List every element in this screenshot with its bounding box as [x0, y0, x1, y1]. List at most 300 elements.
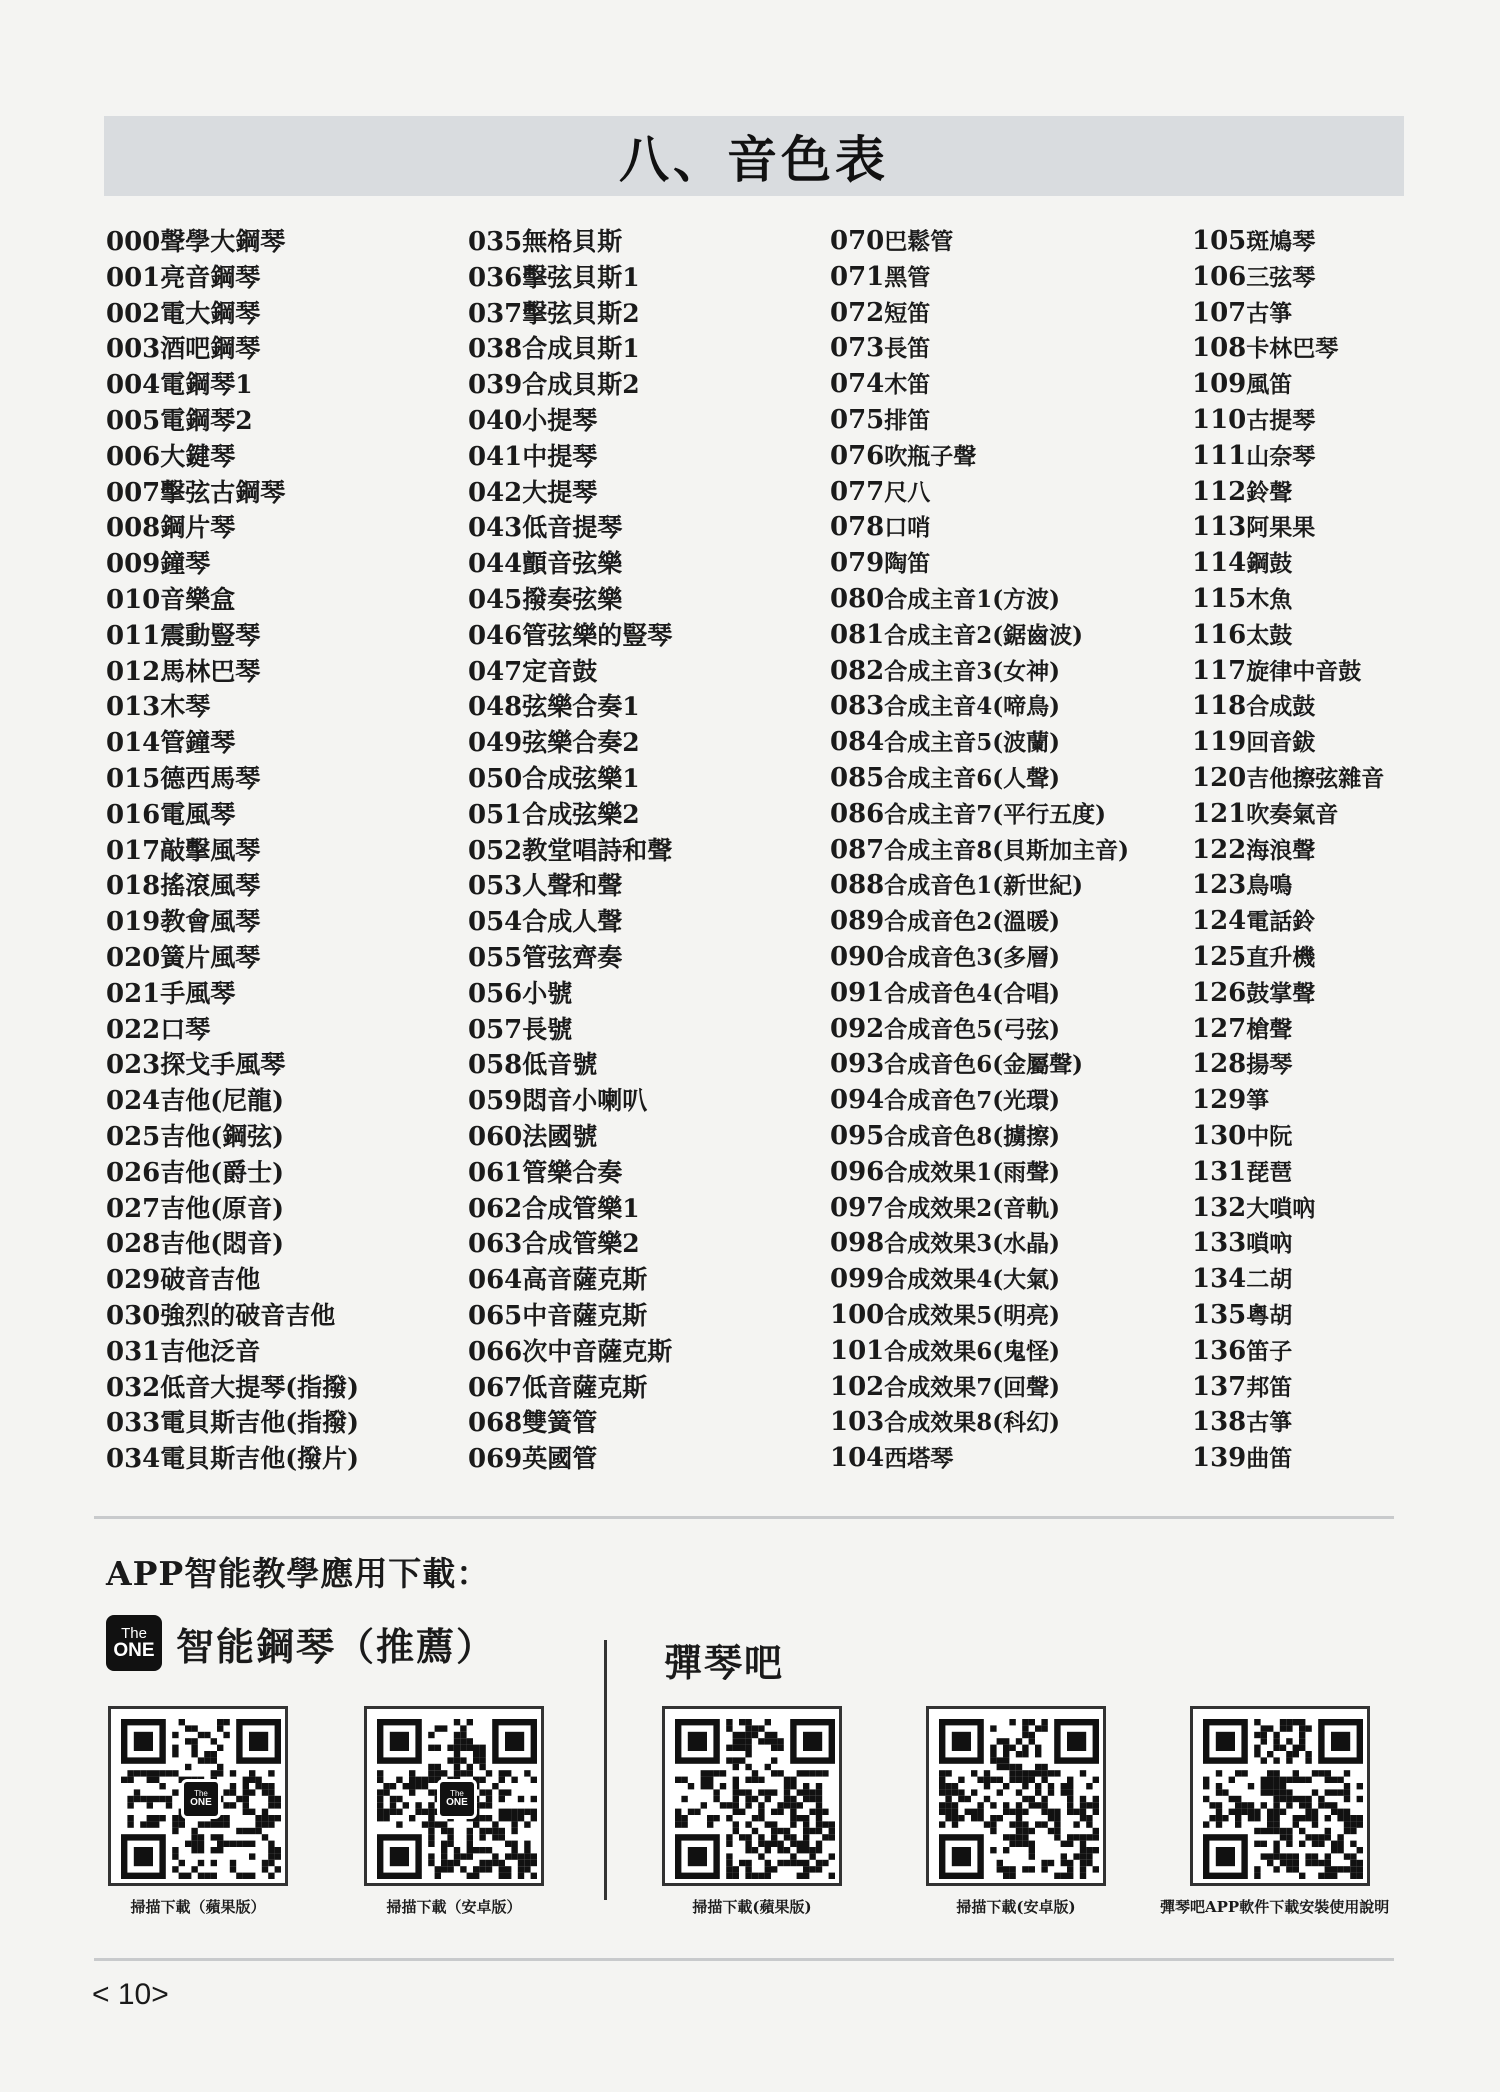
tone-number: 008: [106, 513, 161, 544]
tone-name: 大鍵琴: [160, 441, 236, 471]
tone-table: [0, 224, 1500, 1484]
tone-list-item: [830, 904, 1190, 940]
tone-name: 吉他(爵士): [160, 1157, 284, 1187]
tone-name: 手風琴: [160, 978, 236, 1008]
tone-list-item: [106, 725, 466, 761]
tone-list-item: [830, 1119, 1190, 1155]
tone-list-item: [830, 439, 1190, 475]
tone-list-item: [1192, 1119, 1500, 1155]
tone-number: 037: [468, 298, 523, 329]
tone-number: 026: [106, 1157, 161, 1188]
tone-name: 木笛: [884, 371, 931, 399]
tone-list-item: [468, 439, 828, 475]
tone-name: 吉他(原音): [160, 1193, 284, 1223]
tone-list-item: [106, 833, 466, 869]
tone-name: 合成效果6(鬼怪): [884, 1337, 1061, 1365]
tone-list-item: [468, 475, 828, 511]
tone-number: 083: [830, 691, 885, 722]
tone-name: 長號: [522, 1014, 573, 1044]
tone-number: 079: [830, 548, 885, 579]
tone-number: 045: [468, 584, 523, 615]
tone-number: 099: [830, 1264, 885, 1295]
tone-list-item: [1192, 403, 1500, 439]
tone-number: 110: [1192, 404, 1247, 435]
tone-name: 高音薩克斯: [522, 1265, 648, 1295]
tone-name: 合成主音8(貝斯加主音): [884, 836, 1130, 864]
tone-name: 揚琴: [1246, 1051, 1293, 1079]
tone-name: 教堂唱詩和聲: [522, 835, 673, 865]
tone-number: 094: [830, 1085, 885, 1116]
tone-list-item: [1192, 1191, 1500, 1227]
tone-name: 古提琴: [1246, 406, 1316, 434]
tone-list-item: [468, 331, 828, 367]
tone-list-item: [830, 367, 1190, 403]
tone-number: 042: [468, 477, 523, 508]
tone-name: 粵胡: [1246, 1301, 1293, 1329]
tone-number: 100: [830, 1299, 885, 1330]
tone-name: 合成主音6(人聲): [884, 764, 1061, 792]
tone-list-item: [468, 1441, 828, 1477]
tone-number: 125: [1192, 941, 1247, 972]
tone-list-item: [106, 260, 466, 296]
tone-number: 097: [830, 1192, 885, 1223]
tone-number: 124: [1192, 906, 1247, 937]
tone-list-item: [468, 1119, 828, 1155]
tone-list-item: [1192, 1370, 1500, 1406]
tone-number: 001: [106, 262, 161, 293]
tone-list-item: [830, 725, 1190, 761]
qr-tanqinba-ios[interactable]: [662, 1706, 842, 1917]
tone-name: 陶笛: [884, 550, 931, 578]
tone-name: 法國號: [522, 1121, 598, 1151]
tone-name: 酒吧鋼琴: [160, 334, 261, 364]
tone-list-item: [106, 331, 466, 367]
tone-name: 鼓掌聲: [1246, 979, 1316, 1007]
tone-column-4: [1192, 224, 1500, 1477]
tone-number: 054: [468, 907, 523, 938]
tone-column-3: [830, 224, 1190, 1477]
tone-list-item: [1192, 331, 1500, 367]
tone-number: 021: [106, 978, 161, 1009]
tone-list-item: [1192, 296, 1500, 332]
tone-name: 震動豎琴: [160, 620, 261, 650]
tone-number: 040: [468, 405, 523, 436]
tone-name: 合成音色1(新世紀): [884, 872, 1084, 900]
tone-name: 搖滾風琴: [160, 871, 261, 901]
tone-list-item: [468, 833, 828, 869]
tone-number: 077: [830, 476, 885, 507]
tone-list-item: [468, 725, 828, 761]
tone-name: 合成音色5(弓弦): [884, 1015, 1061, 1043]
tone-list-item: [106, 1119, 466, 1155]
tone-number: 106: [1192, 261, 1247, 292]
tone-name: 曲笛: [1246, 1445, 1293, 1473]
tone-list-item: [1192, 1441, 1500, 1477]
section-title-bar: [104, 116, 1404, 196]
tone-list-item: [1192, 224, 1500, 260]
tone-number: 139: [1192, 1443, 1247, 1474]
tone-number: 020: [106, 942, 161, 973]
tone-name: 尺八: [884, 478, 931, 506]
tone-name: 槍聲: [1246, 1015, 1293, 1043]
tone-name: 笛子: [1246, 1337, 1293, 1365]
qr-code-icon[interactable]: [108, 1706, 288, 1886]
tone-name: 撥奏弦樂: [522, 584, 623, 614]
tone-name: 木琴: [160, 692, 211, 722]
tone-number: 022: [106, 1014, 161, 1045]
tone-list-item: [106, 1262, 466, 1298]
tone-number: 028: [106, 1229, 161, 1260]
tone-list-item: [468, 546, 828, 582]
tone-list-item: [106, 976, 466, 1012]
tone-number: 102: [830, 1371, 885, 1402]
tone-number: 072: [830, 297, 885, 328]
tone-number: 034: [106, 1444, 161, 1475]
tone-list-item: [830, 1370, 1190, 1406]
tone-name: 次中音薩克斯: [522, 1336, 673, 1366]
tone-number: 002: [106, 298, 161, 329]
tone-name: 大提琴: [522, 477, 598, 507]
tone-list-item: [830, 296, 1190, 332]
tone-list-item: [106, 1047, 466, 1083]
tone-list-item: [106, 1370, 466, 1406]
tone-list-item: [106, 1298, 466, 1334]
tone-name: 合成弦樂2: [522, 799, 640, 829]
tone-list-item: [1192, 1334, 1500, 1370]
tone-list-item: [830, 1405, 1190, 1441]
tone-name: 教會風琴: [160, 907, 261, 937]
tone-name: 電大鋼琴: [160, 298, 261, 328]
tone-name: 德西馬琴: [160, 763, 261, 793]
tone-name: 悶音小喇叭: [522, 1086, 648, 1116]
tone-name: 合成音色2(溫暖): [884, 908, 1061, 936]
tone-number: 135: [1192, 1299, 1247, 1330]
tone-name: 吉他泛音: [160, 1336, 261, 1366]
tone-number: 012: [106, 656, 161, 687]
tone-list-item: [106, 475, 466, 511]
tone-name: 合成主音1(方波): [884, 585, 1061, 613]
tone-number: 108: [1192, 333, 1247, 364]
tone-number: 011: [106, 620, 161, 651]
tone-list-item: [106, 296, 466, 332]
tone-number: 118: [1192, 691, 1247, 722]
tone-number: 126: [1192, 977, 1247, 1008]
tone-number: 050: [468, 763, 523, 794]
tone-list-item: [830, 546, 1190, 582]
tone-name: 英國管: [522, 1444, 598, 1474]
tone-list-item: [830, 224, 1190, 260]
tone-name: 合成弦樂1: [522, 763, 640, 793]
tone-list-item: [106, 689, 466, 725]
qr-code-icon[interactable]: [926, 1706, 1106, 1886]
tone-number: 007: [106, 477, 161, 508]
tone-list-item: [468, 1226, 828, 1262]
tone-name: 合成管樂2: [522, 1229, 640, 1259]
tone-number: 039: [468, 370, 523, 401]
tone-list-item: [1192, 1405, 1500, 1441]
tone-name: 海浪聲: [1246, 836, 1316, 864]
tone-list-item: [468, 510, 828, 546]
tone-list-item: [468, 1191, 828, 1227]
tone-number: 136: [1192, 1335, 1247, 1366]
tone-number: 084: [830, 727, 885, 758]
tone-number: 051: [468, 799, 523, 830]
tone-list-item: [830, 618, 1190, 654]
qr-tanqinba-guide[interactable]: [1160, 1706, 1390, 1917]
tone-name: 短笛: [884, 299, 931, 327]
qr-theone-android[interactable]: [364, 1706, 544, 1917]
tone-name: 合成音色4(合唱): [884, 979, 1061, 1007]
tone-number: 109: [1192, 369, 1247, 400]
tone-list-item: [830, 403, 1190, 439]
tone-number: 078: [830, 512, 885, 543]
tone-name: 馬林巴琴: [160, 656, 261, 686]
tone-list-item: [830, 331, 1190, 367]
tone-number: 010: [106, 584, 161, 615]
tone-list-item: [1192, 618, 1500, 654]
tone-name: 合成鼓: [1246, 693, 1316, 721]
tone-number: 013: [106, 692, 161, 723]
tone-number: 061: [468, 1157, 523, 1188]
tone-number: 029: [106, 1265, 161, 1296]
app-download-title: APP智能教學應用下載：: [106, 1554, 491, 1593]
tone-list-item: [468, 654, 828, 690]
tone-number: 134: [1192, 1264, 1247, 1295]
tone-list-item: [830, 797, 1190, 833]
tone-name: 合成效果7(回聲): [884, 1373, 1061, 1401]
tone-name: 擊弦貝斯2: [522, 298, 640, 328]
tone-number: 031: [106, 1336, 161, 1367]
tone-number: 043: [468, 513, 523, 544]
tone-list-item: [1192, 833, 1500, 869]
tone-number: 131: [1192, 1156, 1247, 1187]
tone-list-item: [1192, 260, 1500, 296]
tone-list-item: [468, 1012, 828, 1048]
tone-name: 阿果果: [1246, 514, 1316, 542]
tone-number: 049: [468, 728, 523, 759]
tone-list-item: [468, 689, 828, 725]
tone-column-1: [106, 224, 466, 1477]
vertical-divider: [604, 1640, 607, 1900]
tone-list-item: [1192, 582, 1500, 618]
tone-number: 024: [106, 1086, 161, 1117]
tone-list-item: [830, 582, 1190, 618]
tone-list-item: [468, 1370, 828, 1406]
tone-number: 036: [468, 262, 523, 293]
tone-list-item: [468, 1083, 828, 1119]
tone-name: 擊弦古鋼琴: [160, 477, 286, 507]
tone-name: 合成管樂1: [522, 1193, 640, 1223]
tone-name: 合成主音2(鋸齒波): [884, 621, 1084, 649]
tone-name: 琵琶: [1246, 1158, 1293, 1186]
tone-list-item: [106, 1334, 466, 1370]
tone-number: 090: [830, 941, 885, 972]
tone-name: 口哨: [884, 514, 931, 542]
tone-number: 009: [106, 549, 161, 580]
tone-name: 定音鼓: [522, 656, 598, 686]
tone-number: 137: [1192, 1371, 1247, 1402]
tone-list-item: [830, 510, 1190, 546]
tone-list-item: [468, 1298, 828, 1334]
tone-name: 西塔琴: [884, 1445, 954, 1473]
tone-number: 016: [106, 799, 161, 830]
qr-caption: 掃描下載（安卓版）: [386, 1898, 522, 1916]
tone-list-item: [830, 1334, 1190, 1370]
tone-number: 048: [468, 692, 523, 723]
tone-number: 116: [1192, 619, 1247, 650]
tone-list-item: [106, 761, 466, 797]
tone-number: 065: [468, 1300, 523, 1331]
tone-list-item: [830, 1083, 1190, 1119]
tone-number: 073: [830, 333, 885, 364]
tone-list-item: [1192, 654, 1500, 690]
tone-list-item: [830, 475, 1190, 511]
tone-list-item: [830, 940, 1190, 976]
tone-number: 068: [468, 1408, 523, 1439]
tone-number: 058: [468, 1050, 523, 1081]
tone-number: 096: [830, 1156, 885, 1187]
tone-list-item: [468, 1334, 828, 1370]
tone-list-item: [1192, 725, 1500, 761]
tone-list-item: [830, 1012, 1190, 1048]
tone-number: 105: [1192, 226, 1247, 256]
tone-list-item: [106, 1155, 466, 1191]
tone-name: 管弦齊奏: [522, 942, 623, 972]
tone-list-item: [106, 1191, 466, 1227]
tone-name: 風笛: [1246, 371, 1293, 399]
tone-number: 000: [106, 227, 161, 257]
tone-name: 電風琴: [160, 799, 236, 829]
tone-name: 合成效果1(雨聲): [884, 1158, 1061, 1186]
tone-name: 鋼片琴: [160, 513, 236, 543]
tone-number: 005: [106, 405, 161, 436]
tone-name: 人聲和聲: [522, 871, 623, 901]
tone-list-item: [830, 689, 1190, 725]
qr-caption: 掃描下載（蘋果版）: [130, 1898, 266, 1916]
tone-number: 059: [468, 1086, 523, 1117]
tone-name: 巴鬆管: [884, 228, 954, 255]
tone-list-item: [1192, 940, 1500, 976]
tone-name: 低音提琴: [522, 513, 623, 543]
tone-list-item: [468, 367, 828, 403]
tone-number: 017: [106, 835, 161, 866]
tone-number: 070: [830, 226, 885, 256]
qr-code-icon[interactable]: [364, 1706, 544, 1886]
tone-number: 018: [106, 871, 161, 902]
tone-list-item: [1192, 761, 1500, 797]
tone-name: 回音鈸: [1246, 729, 1316, 757]
tone-list-item: [830, 1155, 1190, 1191]
tone-number: 015: [106, 763, 161, 794]
tone-list-item: [1192, 475, 1500, 511]
tone-number: 035: [468, 227, 523, 257]
tone-list-item: [830, 1191, 1190, 1227]
page-number: < 10>: [92, 1978, 169, 2011]
tone-name: 吉他(尼龍): [160, 1086, 284, 1116]
tone-number: 006: [106, 441, 161, 472]
tone-list-item: [468, 403, 828, 439]
tone-column-2: [468, 224, 828, 1477]
tone-name: 低音薩克斯: [522, 1372, 648, 1402]
tone-name: 管樂合奏: [522, 1157, 623, 1187]
tone-name: 管鐘琴: [160, 728, 236, 758]
tone-name: 合成主音5(波蘭): [884, 729, 1061, 757]
tone-name: 中提琴: [522, 441, 598, 471]
qr-theone-ios[interactable]: [108, 1706, 288, 1917]
tone-list-item: [106, 1226, 466, 1262]
tone-list-item: [468, 582, 828, 618]
tone-number: 138: [1192, 1407, 1247, 1438]
tone-name: 合成人聲: [522, 907, 623, 937]
tone-number: 030: [106, 1300, 161, 1331]
tone-number: 023: [106, 1050, 161, 1081]
tone-list-item: [468, 1262, 828, 1298]
tone-number: 027: [106, 1193, 161, 1224]
tone-number: 047: [468, 656, 523, 687]
divider-top: [94, 1516, 1394, 1519]
tone-name: 電話鈴: [1246, 908, 1316, 936]
tone-name: 長笛: [884, 335, 931, 363]
tone-list-item: [1192, 689, 1500, 725]
tone-list-item: [106, 618, 466, 654]
tone-name: 卡林巴琴: [1246, 335, 1339, 363]
qr-caption: 彈琴吧APP軟件下載安裝使用說明: [1160, 1898, 1390, 1916]
tone-number: 066: [468, 1336, 523, 1367]
tone-list-item: [106, 510, 466, 546]
tone-number: 132: [1192, 1192, 1247, 1223]
theone-logo-icon: The ONE: [181, 1779, 221, 1819]
tone-name: 合成音色7(光環): [884, 1087, 1061, 1115]
tone-number: 128: [1192, 1049, 1247, 1080]
tone-name: 斑鳩琴: [1246, 228, 1316, 255]
tone-list-item: [1192, 1012, 1500, 1048]
tone-list-item: [468, 797, 828, 833]
qr-tanqinba-android[interactable]: [926, 1706, 1106, 1917]
qr-caption: 掃描下載(蘋果版): [692, 1898, 812, 1916]
tone-name: 弦樂合奏1: [522, 692, 640, 722]
tone-list-item: [468, 296, 828, 332]
tone-number: 112: [1192, 476, 1247, 507]
tone-number: 117: [1192, 655, 1247, 686]
tone-number: 107: [1192, 297, 1247, 328]
tone-number: 133: [1192, 1228, 1247, 1259]
tone-number: 069: [468, 1444, 523, 1475]
tone-number: 119: [1192, 727, 1247, 758]
tone-name: 嗩吶: [1246, 1230, 1293, 1258]
tone-name: 吹奏氣音: [1246, 800, 1339, 828]
tone-list-item: [106, 868, 466, 904]
tone-number: 044: [468, 549, 523, 580]
tone-name: 無格貝斯: [522, 227, 623, 256]
qr-code-icon[interactable]: [662, 1706, 842, 1886]
tone-name: 聲學大鋼琴: [160, 227, 286, 256]
tone-number: 085: [830, 762, 885, 793]
tone-number: 127: [1192, 1013, 1247, 1044]
tone-list-item: [830, 1441, 1190, 1477]
tone-number: 081: [830, 619, 885, 650]
qr-code-icon[interactable]: [1190, 1706, 1370, 1886]
tone-list-item: [830, 1298, 1190, 1334]
tone-number: 093: [830, 1049, 885, 1080]
tone-number: 071: [830, 261, 885, 292]
theone-brand: [106, 1615, 496, 1671]
section-title: 八、音色表: [619, 130, 889, 189]
tone-number: 033: [106, 1408, 161, 1439]
tone-list-item: [106, 940, 466, 976]
tone-name: 擊弦貝斯1: [522, 262, 640, 292]
tone-number: 056: [468, 978, 523, 1009]
tone-list-item: [106, 439, 466, 475]
